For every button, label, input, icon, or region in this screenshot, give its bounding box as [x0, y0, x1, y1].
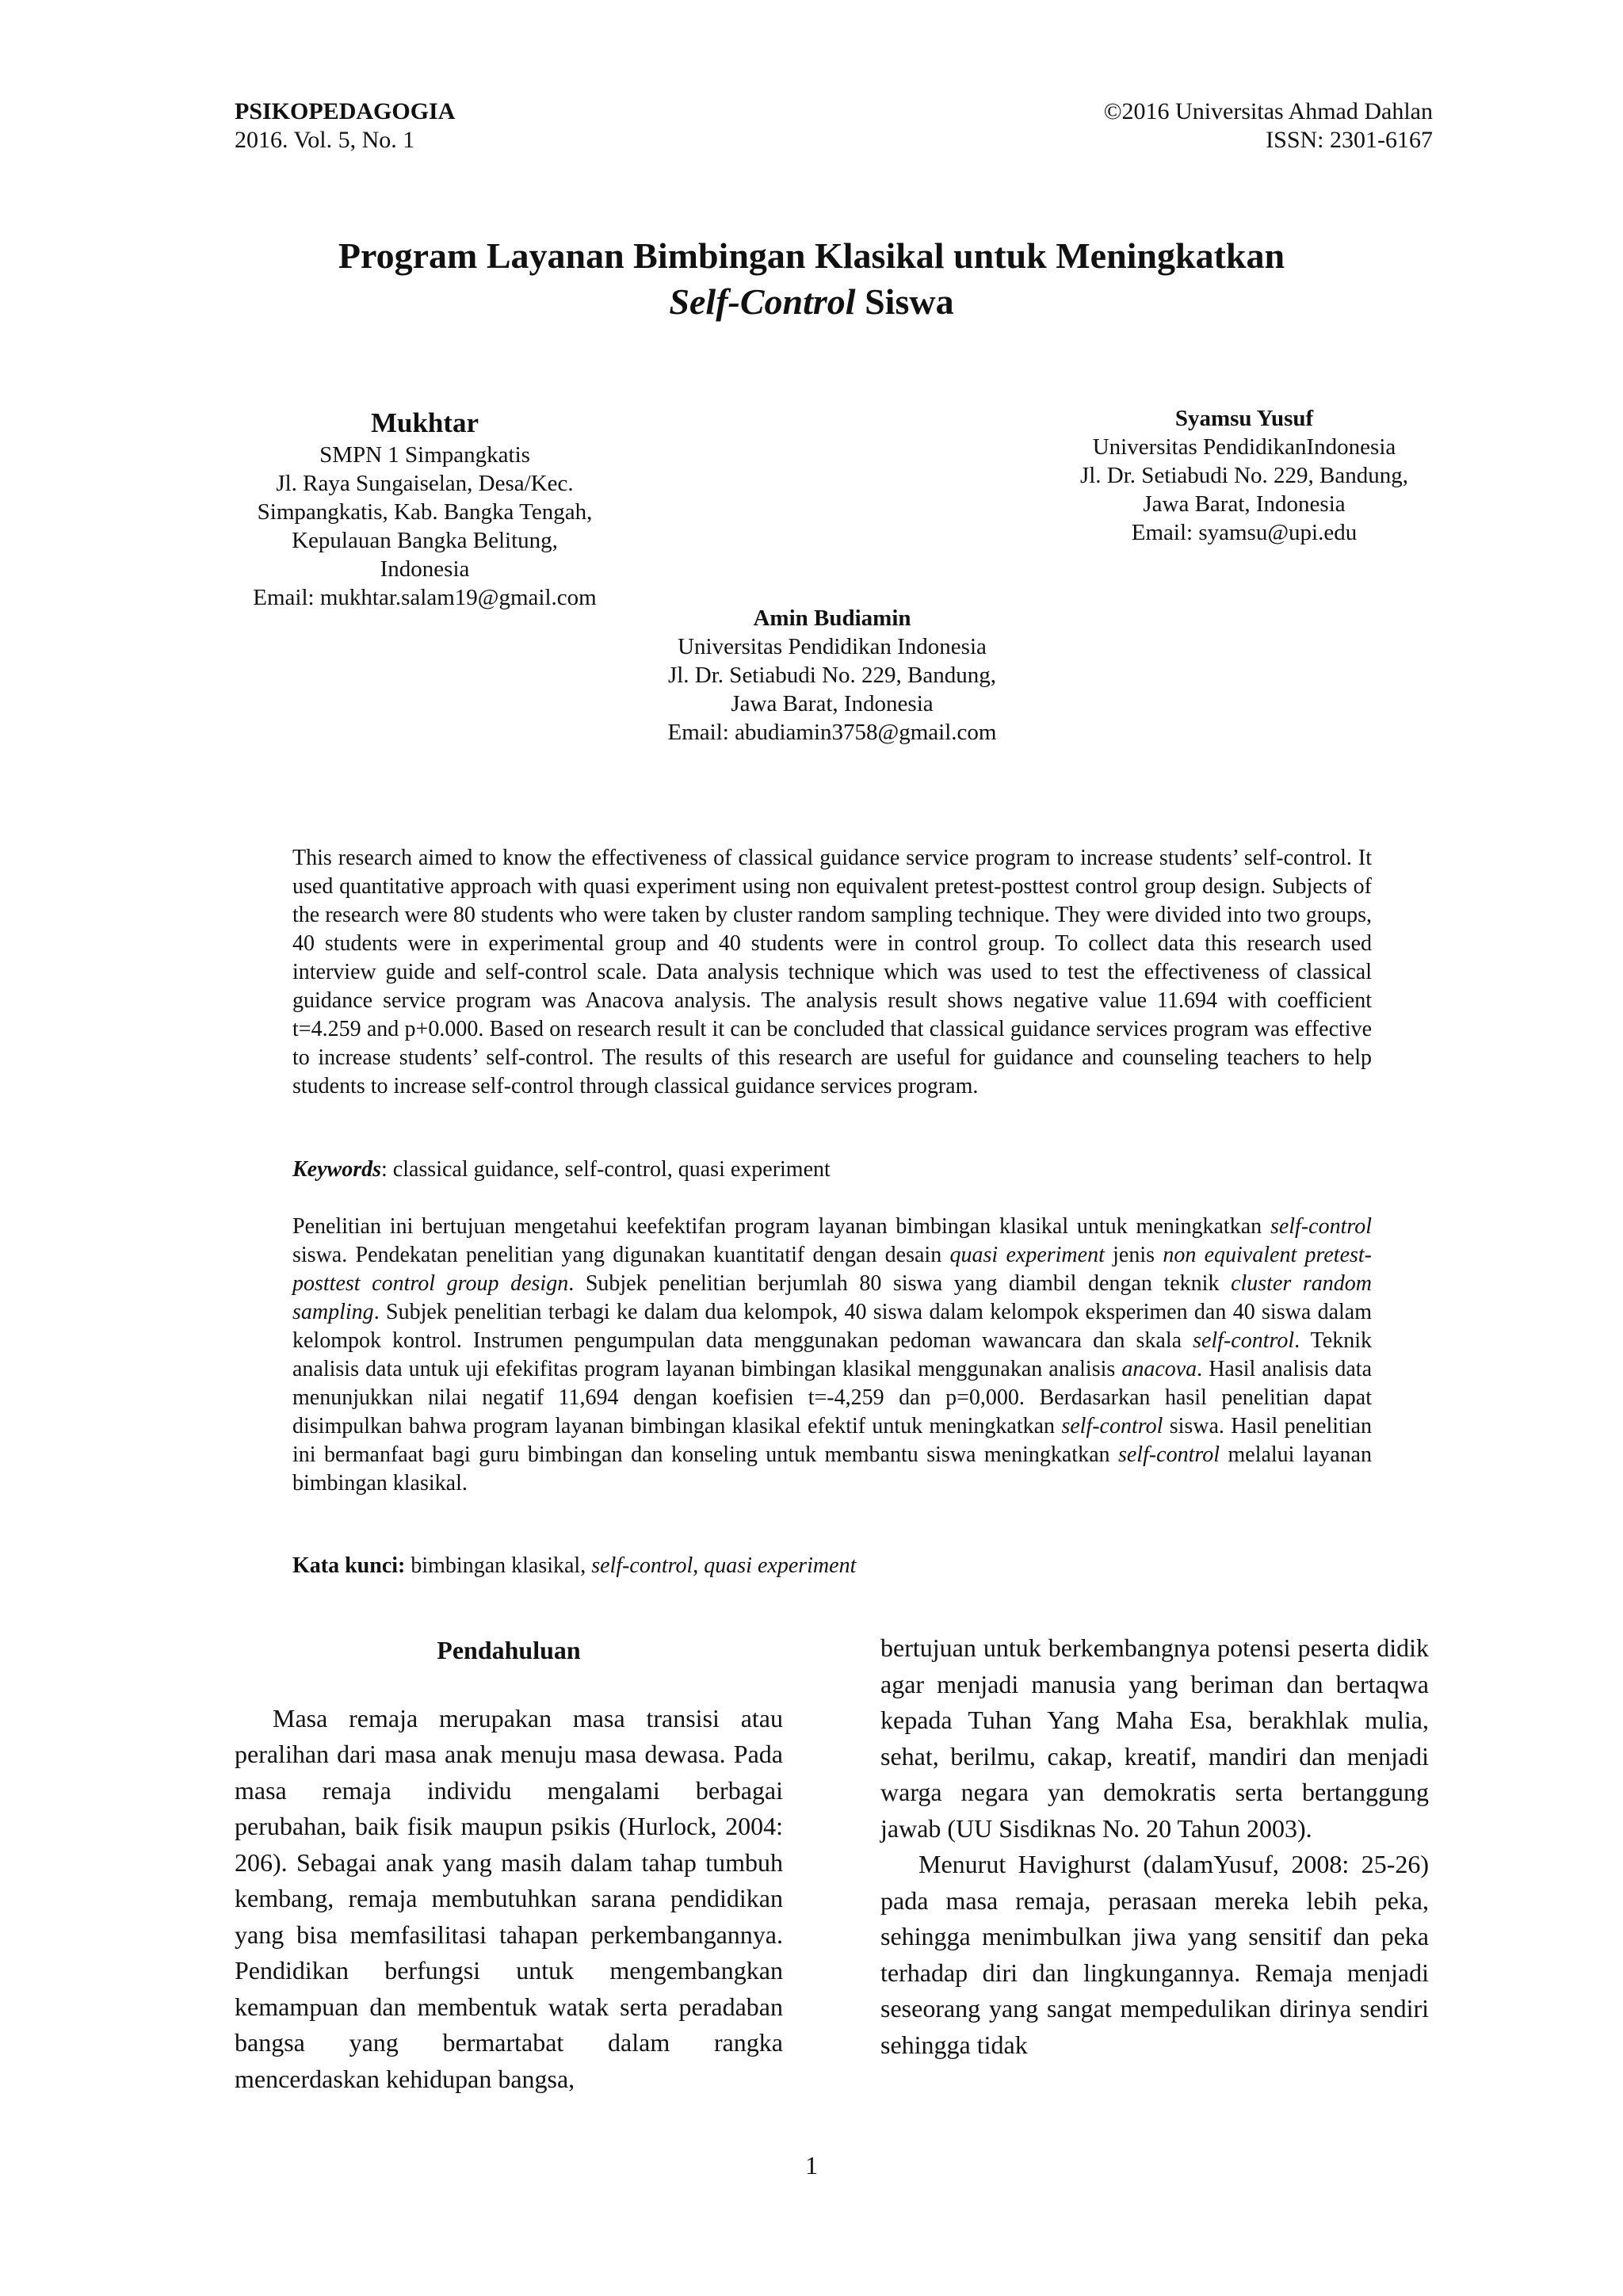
running-header-left [235, 97, 455, 155]
abstract-english-text: This research aimed to know the effectiveness of classical guidance service program to increase students’ self-control. It used quantitative approach with quasi experiment using non equivalent pretest-posttest control group design. Subjects of the research were 80 students who were taken by cluster random sampling technique. They were divided into two groups, 40 students were in experimental group and 40 students were in control group. To collect data this research used interview guide and self-control scale. Data analysis technique which was used to test the effectiveness of classical guidance service program was Anacova analysis. The analysis result shows negative value 11.694 with coefficient t=4.259 and p+0.000. Based on research result it can be concluded that classical guidance services program was effective to increase students’ self-control. The results of this research are useful for guidance and counseling teachers to help students to increase self-control through classical guidance services program. [292, 846, 1372, 1098]
running-header-right [1104, 97, 1433, 155]
copyright-notice: ©2016 Universitas Ahmad Dahlan [1103, 98, 1433, 124]
author-affiliation-line: Jawa Barat, Indonesia [1143, 491, 1346, 517]
author-affiliation-line: Jl. Raya Sungaiselan, Desa/Kec. [276, 471, 574, 496]
keywords-list: : classical guidance, self-control, quasi experiment [381, 1157, 831, 1182]
author-email: Email: mukhtar.salam19@gmail.com [253, 585, 597, 610]
paper-title [0, 233, 1623, 325]
body-column-right [880, 1630, 1429, 2063]
abstract-indonesian [292, 1213, 1372, 1498]
title-line-2-rest: Siswa [855, 281, 954, 322]
issn: ISSN: 2301-6167 [1266, 127, 1433, 153]
body-paragraph: Menurut Havighurst (dalamYusuf, 2008: 25-26) pada masa remaja, perasaan mereka lebih peka, sehingga menimbulkan jiwa yang sensitif dan peka terhadap diri dan lingkungannya. Remaja menjadi seseorang yang sangat mempedulikan dirinya sendiri sehingga tidak [880, 1850, 1429, 2059]
body-paragraph: bertujuan untuk berkembangnya potensi peserta didik agar menjadi manusia yang beriman dan bertaqwa kepada Tuhan Yang Maha Esa, berakhlak mulia, sehat, berilmu, cakap, kreatif, mandiri dan menjadi warga negara yan demokratis serta bertanggung jawab (UU Sisdiknas No. 20 Tahun 2003). [880, 1633, 1429, 1843]
keywords-indonesian: Kata kunci: bimbingan klasikal, self-control, quasi experiment [292, 1553, 857, 1578]
keywords-english [292, 1156, 1372, 1184]
body-column-left [235, 1633, 783, 2097]
section-heading: Pendahuluan [437, 1636, 581, 1664]
title-line-2 [0, 279, 1623, 325]
author-affiliation-line: Universitas PendidikanIndonesia [1092, 434, 1396, 460]
body-paragraph: Masa remaja merupakan masa transisi atau peralihan dari masa anak menuju masa dewasa. Pada masa remaja individu mengalami berbagai perubahan, baik fisik maupun psikis (Hurlock, 2004: 206). Sebagai anak yang masih dalam tahap tumbuh kembang, remaja membutuhkan sarana pendidikan yang bisa memfasilitasi tahapan perkembangannya. Pendidikan berfungsi untuk mengembangkan kemampuan dan membentuk watak serta peradaban bangsa yang bermartabat dalam rangka mencerdaskan kehidupan bangsa, [235, 1703, 783, 2093]
keywords-label: Keywords [292, 1157, 381, 1182]
author-email: Email: abudiamin3758@gmail.com [667, 720, 997, 745]
author-block-1 [187, 406, 663, 612]
author-affiliation-line: SMPN 1 Simpangkatis [319, 442, 530, 468]
author-affiliation-line: Indonesia [380, 556, 470, 582]
title-line-1: Program Layanan Bimbingan Klasikal untuk Meningkatkan [338, 235, 1285, 276]
author-name: Amin Budiamin [753, 606, 911, 631]
author-block-3 [586, 604, 1078, 747]
journal-name: PSIKOPEDAGOGIA [235, 98, 456, 124]
page-number: 1 [805, 2151, 818, 2179]
author-affiliation-line: Kepulauan Bangka Belitung, [292, 528, 558, 553]
author-block-2 [999, 404, 1490, 547]
author-affiliation-line: Simpangkatis, Kab. Bangka Tengah, [257, 499, 593, 525]
author-affiliation-line: Jawa Barat, Indonesia [731, 691, 934, 716]
author-affiliation-line: Jl. Dr. Setiabudi No. 229, Bandung, [1079, 463, 1409, 488]
author-name: Mukhtar [370, 407, 479, 438]
abstract-indonesian-text: Penelitian ini bertujuan mengetahui keefektifan program layanan bimbingan klasikal untuk meningkatkan self-control siswa. Pendekatan penelitian yang digunakan kuantitatif dengan desain quasi experiment jenis non equivalent pretest-posttest control group design. Subjek penelitian berjumlah 80 siswa yang diambil dengan teknik cluster random sampling. Subjek penelitian terbagi ke dalam dua kelompok, 40 siswa dalam kelompok eksperimen dan 40 siswa dalam kelompok kontrol. Instrumen pengumpulan data menggunakan pedoman wawancara dan skala self-control. Teknik analisis data untuk uji efekifitas program layanan bimbingan klasikal menggunakan analisis anacova. Hasil analisis data menunjukkan nilai negatif 11,694 dengan koefisien t=-4,259 dan p=0,000. Berdasarkan hasil penelitian dapat disimpulkan bahwa program layanan bimbingan klasikal efektif untuk meningkatkan self-control siswa. Hasil penelitian ini bermanfaat bagi guru bimbingan dan konseling untuk membantu siswa meningkatkan self-control melalui layanan bimbingan klasikal. [292, 1214, 1372, 1496]
author-affiliation-line: Jl. Dr. Setiabudi No. 229, Bandung, [667, 663, 997, 688]
title-italic-term: Self-Control [669, 281, 856, 322]
abstract-english [292, 844, 1372, 1101]
author-email: Email: syamsu@upi.edu [1131, 520, 1358, 545]
author-affiliation-line: Universitas Pendidikan Indonesia [678, 634, 987, 659]
kata-kunci-label: Kata kunci: [292, 1553, 406, 1578]
author-name: Syamsu Yusuf [1174, 406, 1314, 431]
journal-volume: 2016. Vol. 5, No. 1 [235, 127, 415, 153]
